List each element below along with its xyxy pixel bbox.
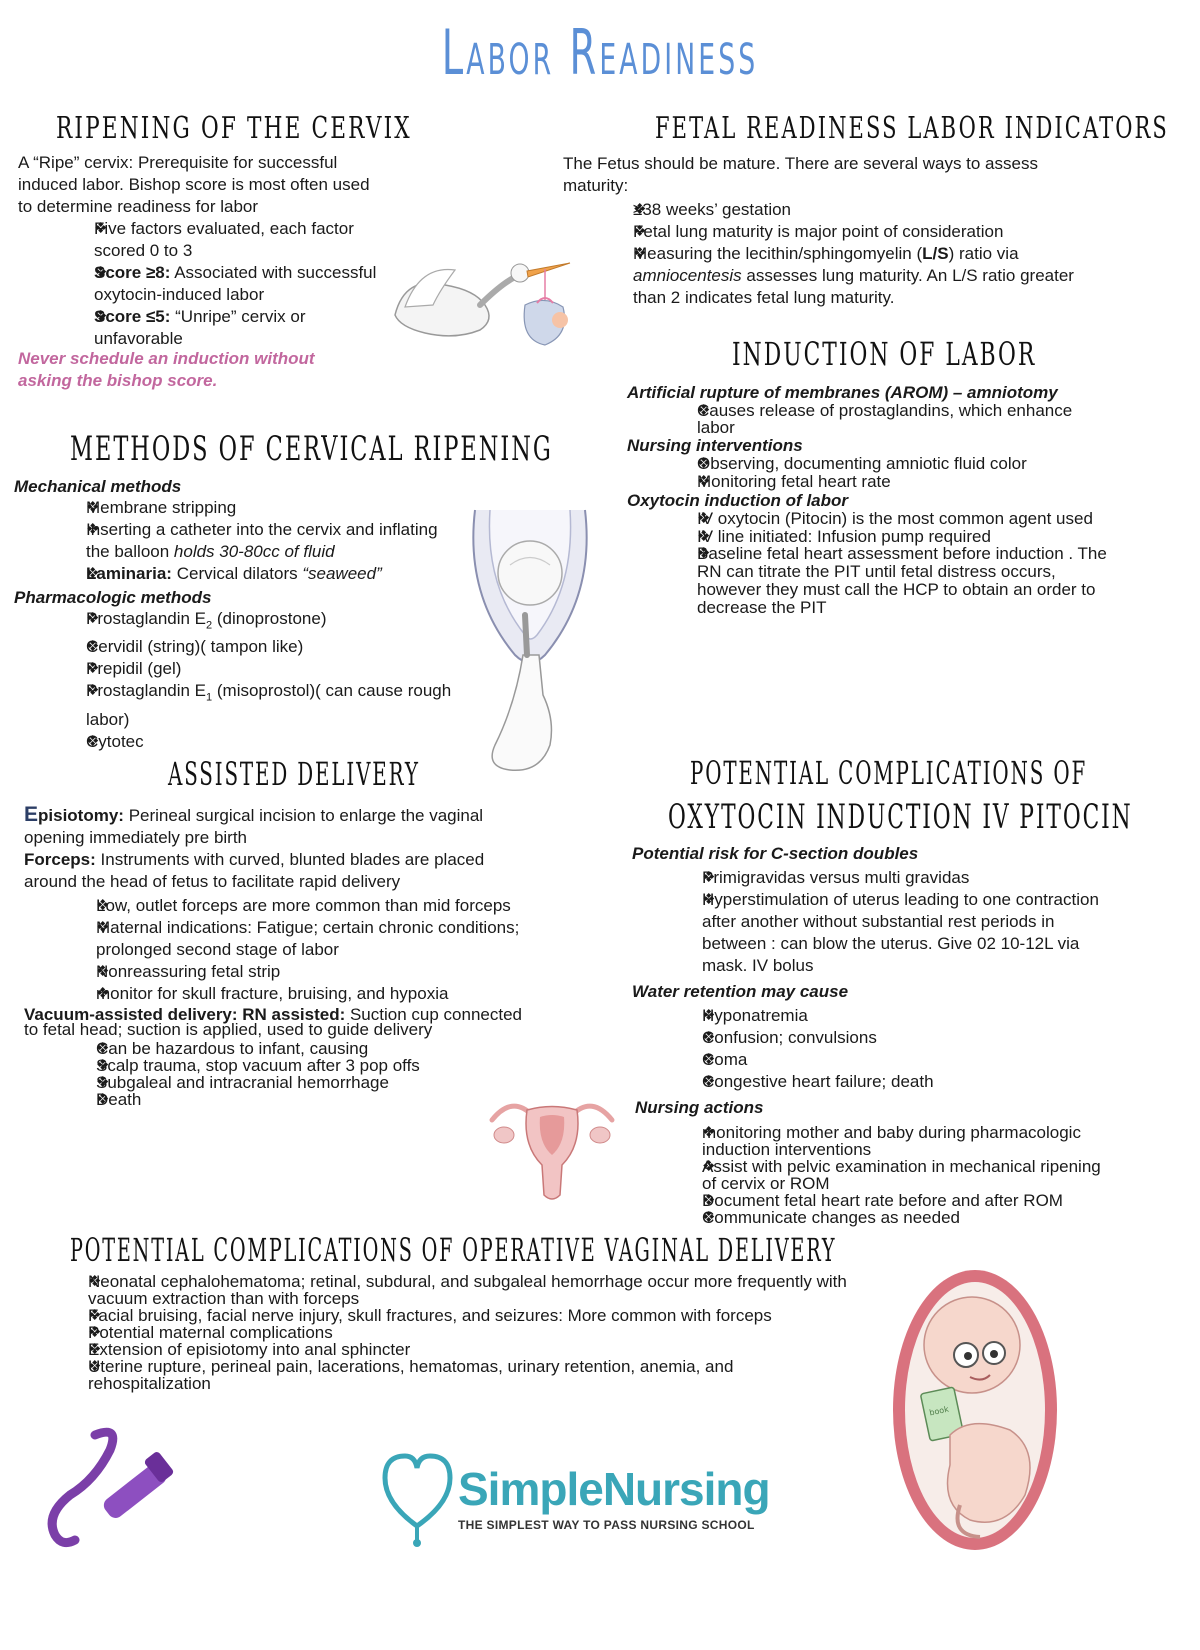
list-item (652, 1192, 1112, 1209)
list-item-text: Prepidil (gel) (86, 659, 182, 679)
list-item (652, 1005, 1112, 1027)
ls-text: Measuring the lecithin/sphingomyelin ( (633, 244, 923, 263)
list-item (36, 1358, 851, 1392)
list-item (48, 961, 524, 983)
forceps-text (24, 849, 524, 893)
list-item (38, 519, 454, 563)
list-item-text: Can be hazardous to infant, causing (96, 1039, 369, 1058)
list-item-text: Cervidil (string)( tampon like) (86, 637, 304, 657)
csection-heading: Potential risk for C-section doubles (632, 844, 919, 863)
list-item-text: IV oxytocin (Pitocin) is the most common agent used (697, 509, 1093, 528)
pharmacologic-heading: Pharmacologic methods (14, 588, 212, 607)
ls-text: ) ratio via (948, 244, 1019, 263)
list-item-text: IV line initiated: Infusion pump required (697, 527, 991, 546)
list-item-text: Associated with successful oxytocin-induced labor (94, 263, 377, 304)
list-item (652, 1027, 1112, 1049)
stethoscope-heart-icon (380, 1448, 455, 1548)
induction-section (627, 383, 1107, 617)
induction-list (645, 402, 1107, 436)
cervical-exam-icon (455, 505, 605, 775)
list-item-text: Inserting a catheter into the cervix and inflating the balloon (86, 520, 438, 561)
induction-list (645, 510, 1107, 617)
list-item-text: Coma (702, 1050, 748, 1069)
ls-text: assesses lung maturity. An L/S ratio greater than 2 indicates fetal lung maturity. (633, 266, 1074, 307)
logo (458, 1462, 770, 1516)
induction-title: INDUCTION OF LABOR (732, 335, 1037, 373)
list-item (36, 1307, 851, 1324)
list-item-text: Membrane stripping (86, 498, 237, 517)
list-item (583, 199, 1103, 221)
list-item (652, 1049, 1112, 1071)
list-item-text: monitoring mother and baby during pharmacologic induction interventions (702, 1123, 1081, 1159)
list-item (583, 221, 1103, 243)
list-item-text: Subgaleal and intracranial hemorrhage (96, 1073, 389, 1092)
logo-tagline: THE SIMPLEST WAY TO PASS NURSING SCHOOL (458, 1518, 755, 1532)
methods-title: METHODS OF CERVICAL RIPENING (70, 429, 553, 469)
list-item (652, 889, 1112, 977)
book-text: book (928, 1404, 950, 1418)
list-item-text: Causes release of prostaglandins, which enhance labor (697, 401, 1073, 437)
list-item-text: Extension of episiotomy into anal sphincter (88, 1340, 411, 1359)
list-item-text: Prostaglandin E (86, 681, 207, 701)
list-item (40, 306, 385, 350)
list-item (583, 243, 1103, 309)
oxytocin-section (632, 843, 1112, 1226)
list-item-text: Prostaglandin E (86, 609, 207, 628)
list-item-text: Communicate changes as needed (702, 1208, 960, 1227)
list-item-text: (dinoprostone) (212, 609, 327, 628)
list-item-text: (misoprostol)( can cause rough labor) (86, 681, 452, 729)
oxytocin-title-line1: POTENTIAL COMPLICATIONS OF (690, 754, 1088, 792)
list-item-text: Death (96, 1090, 142, 1109)
list-item (36, 1273, 851, 1307)
list-item (36, 1341, 851, 1358)
list-item (645, 473, 1107, 491)
drop-cap: E (24, 803, 39, 826)
list-item (652, 1209, 1112, 1226)
methods-section (14, 476, 454, 753)
list-item-text: ≥38 weeks’ gestation (633, 200, 792, 219)
list-item (38, 636, 454, 658)
list-item (38, 680, 454, 730)
list-item-text: “Unripe” cervix or unfavorable (94, 307, 306, 348)
subscript: 1 (206, 691, 213, 704)
list-item (645, 528, 1107, 545)
operative-title: POTENTIAL COMPLICATIONS OF OPERATIVE VAGINAL DELIVERY (70, 1231, 837, 1269)
list-item (652, 1124, 1112, 1158)
episiotomy-text (24, 804, 524, 849)
induction-heading: Oxytocin induction of labor (627, 491, 848, 510)
list-item (38, 731, 454, 753)
list-item-text: Confusion; convulsions (702, 1028, 877, 1047)
list-item-italic: holds 30-80cc of fluid (173, 542, 335, 561)
forceps-bold: Forceps: (24, 850, 96, 869)
nursing-actions-list (652, 1124, 1112, 1226)
assisted-section (24, 804, 524, 1108)
vacuum-list (48, 1040, 524, 1108)
list-item-text: Hyperstimulation of uterus leading to one contraction after another without substantial rest periods in between : can blow the uterus. Give 02 10-12L via mask. IV bolus (702, 890, 1099, 975)
list-item-bold: Laminaria: (86, 564, 172, 583)
list-item-text: Hyponatremia (702, 1006, 808, 1025)
forceps-desc: Instruments with curved, blunted blades are placed around the head of fetus to facilitate rapid delivery (24, 850, 485, 891)
list-item-text: Assist with pelvic examination in mechanical ripening of cervix or ROM (702, 1157, 1101, 1193)
list-item-text: Congestive heart failure; death (702, 1072, 934, 1091)
page-title: Labor Readiness (441, 16, 759, 89)
list-item (645, 402, 1107, 436)
list-item-text: Document fetal heart rate before and after ROM (702, 1191, 1063, 1210)
list-item (48, 1074, 524, 1091)
stork-icon (385, 245, 585, 360)
list-item-text: Cervical dilators (171, 564, 303, 583)
fetal-list (583, 199, 1103, 309)
list-item (48, 895, 524, 917)
subscript: 2 (206, 619, 213, 632)
induction-heading: Artificial rupture of membranes (AROM) – amniotomy (627, 383, 1058, 402)
list-item (645, 510, 1107, 527)
list-item (38, 608, 454, 636)
list-item-text: Primigravidas versus multi gravidas (702, 868, 970, 887)
list-item-text: Nonreassuring fetal strip (96, 962, 281, 981)
list-item-italic: “seaweed” (302, 564, 382, 583)
list-item-text: Observing, documenting amniotic fluid color (697, 454, 1027, 473)
list-item-text: Low, outlet forceps are more common than mid forceps (96, 896, 511, 915)
list-item-text: Facial bruising, facial nerve injury, skull fractures, and seizures: More common with forceps (88, 1306, 772, 1325)
episiotomy-desc: Perineal surgical incision to enlarge the vaginal opening immediately pre birth (24, 806, 484, 847)
fetus-icon (890, 1265, 1060, 1555)
list-item (36, 1324, 851, 1341)
list-item-text: Fetal lung maturity is major point of consideration (633, 222, 1004, 241)
list-item-text: Five factors evaluated, each factor scored 0 to 3 (94, 219, 354, 260)
list-item (48, 917, 524, 961)
oxytocin-title-line2: OXYTOCIN INDUCTION IV PITOCIN (668, 797, 1133, 837)
logo-word-nursing: Nursing (602, 1463, 770, 1515)
fetal-intro: The Fetus should be mature. There are several ways to assess maturity: (563, 154, 1038, 195)
list-item-bold: Score ≤5: (94, 307, 171, 326)
list-item (652, 1071, 1112, 1093)
vacuum-desc: Suction cup connected to fetal head; suction is applied, used to guide delivery (24, 1005, 522, 1039)
mechanical-list (38, 497, 454, 585)
induction-list (645, 455, 1107, 491)
list-item-text: Uterine rupture, perineal pain, lacerations, hematomas, urinary retention, anemia, and rehospitalization (88, 1357, 734, 1393)
pharmacologic-list (38, 608, 454, 753)
list-item (652, 1158, 1112, 1192)
list-item (48, 1091, 524, 1108)
water-retention-list (652, 1005, 1112, 1093)
list-item (645, 455, 1107, 473)
vacuum-bold: Vacuum-assisted delivery: RN assisted: (24, 1005, 346, 1024)
forceps-list (48, 895, 524, 1005)
ls-bold: L/S (922, 244, 949, 263)
uterus-icon (482, 1085, 622, 1215)
list-item (48, 1057, 524, 1074)
list-item (48, 983, 524, 1005)
list-item-text: Neonatal cephalohematoma; retinal, subdural, and subgaleal hemorrhage occur more frequently with vacuum extraction than with forceps (88, 1272, 847, 1308)
list-item-text: Cytotec (86, 731, 144, 751)
ripening-intro: A “Ripe” cervix: Prerequisite for successful induced labor. Bishop score is most often used to determine readiness for labor (18, 153, 370, 216)
list-item-text: Potential maternal complications (88, 1323, 333, 1342)
operative-list (36, 1273, 851, 1392)
bishop-score-note: Never schedule an induction without asking the bishop score. (18, 349, 315, 390)
list-item-text: monitor for skull fracture, bruising, and hypoxia (96, 984, 449, 1003)
vacuum-text (24, 1007, 524, 1037)
list-item-text: Baseline fetal heart assessment before induction . The RN can titrate the PIT until fetal distress occurs, however they must call the HCP to obtain an order to decrease the PIT (697, 544, 1107, 617)
list-item (40, 218, 385, 262)
water-retention-heading: Water retention may cause (632, 982, 849, 1001)
ripening-title: RIPENING OF THE CERVIX (56, 111, 412, 146)
induction-heading: Nursing interventions (627, 436, 803, 455)
list-item (38, 497, 454, 519)
list-item (645, 545, 1107, 617)
ultrasound-probe-icon (40, 1425, 175, 1555)
list-item-text: Monitoring fetal heart rate (697, 472, 891, 491)
list-item (48, 1040, 524, 1057)
nursing-actions-heading: Nursing actions (635, 1098, 764, 1117)
assisted-title: ASSISTED DELIVERY (168, 755, 420, 793)
list-item-bold: Score ≥8: (94, 263, 171, 282)
list-item (38, 658, 454, 680)
mechanical-heading: Mechanical methods (14, 477, 182, 496)
list-item (652, 867, 1112, 889)
csection-list (652, 867, 1112, 977)
list-item-text: Maternal indications: Fatigue; certain chronic conditions; prolonged second stage of labor (96, 918, 520, 959)
fetal-readiness-title: FETAL READINESS LABOR INDICATORS (655, 111, 1169, 146)
list-item (38, 563, 454, 585)
logo-word-simple: Simple (458, 1463, 603, 1515)
ls-italic: amniocentesis (633, 266, 742, 285)
list-item-text: Scalp trauma, stop vacuum after 3 pop offs (96, 1056, 420, 1075)
ripening-list (40, 218, 385, 350)
episiotomy-bold: pisiotomy: (38, 806, 124, 825)
list-item (40, 262, 385, 306)
